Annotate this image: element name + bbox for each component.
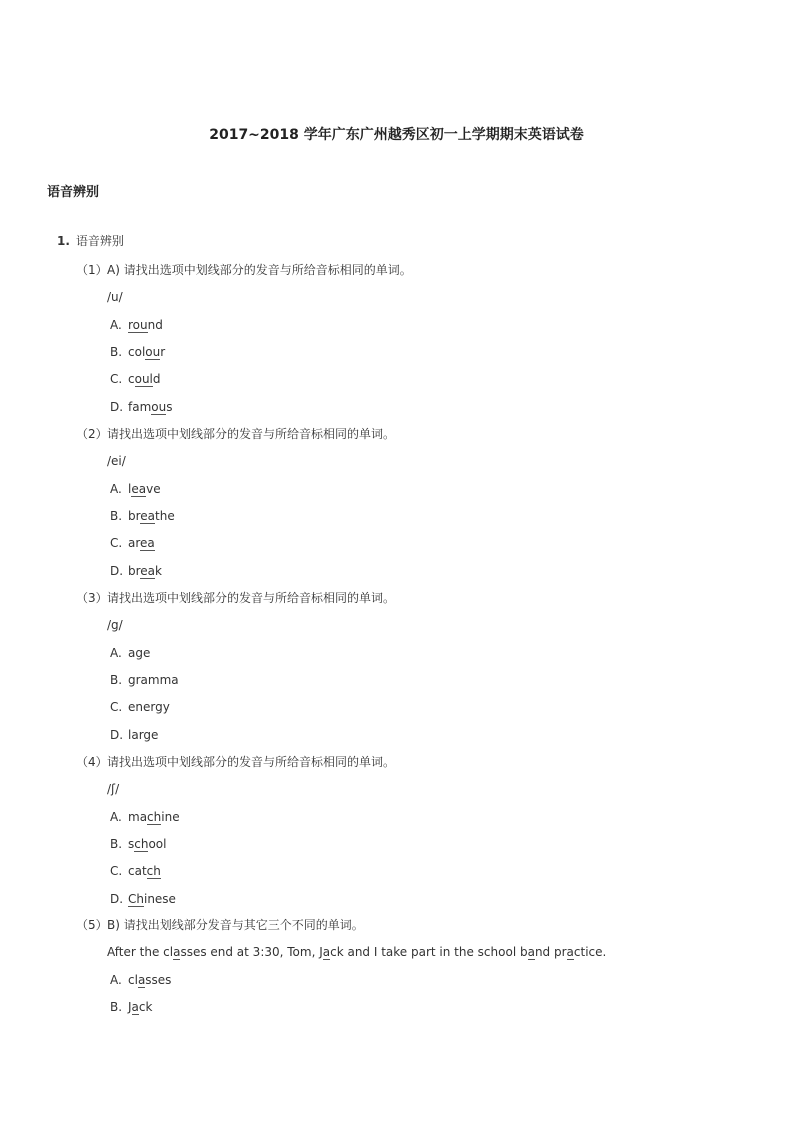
underlined-part: ch bbox=[147, 810, 162, 824]
option-letter: C. bbox=[110, 700, 123, 714]
option-c[interactable] bbox=[110, 864, 161, 878]
sub-question-instruction: 请找出选项中划线部分的发音与所给音标相同的单词。 bbox=[107, 755, 396, 769]
sentence-text bbox=[107, 945, 606, 959]
option-a[interactable] bbox=[110, 646, 150, 660]
option-letter: B. bbox=[110, 345, 123, 359]
word-part: s bbox=[128, 837, 135, 851]
underlined-part: a bbox=[137, 973, 146, 987]
underlined-part: ou bbox=[151, 400, 167, 414]
question-heading bbox=[57, 234, 124, 248]
word-part: ck bbox=[138, 1000, 153, 1014]
option-d[interactable] bbox=[110, 892, 176, 906]
underlined-part: ch bbox=[134, 837, 149, 851]
option-letter: D. bbox=[110, 892, 124, 906]
word-part: ool bbox=[148, 837, 167, 851]
underlined-part: ch bbox=[146, 864, 161, 878]
word-part: ve bbox=[146, 482, 161, 496]
underlined-part: a bbox=[527, 945, 535, 959]
word-part: nd pr bbox=[534, 945, 567, 959]
sub-question-instruction: 请找出选项中划线部分的发音与所给音标相同的单词。 bbox=[107, 427, 396, 441]
option-a[interactable] bbox=[110, 482, 161, 496]
word-part: l bbox=[128, 482, 132, 496]
underlined-part: ea bbox=[140, 536, 155, 550]
underlined-part: ea bbox=[131, 482, 147, 496]
underlined-part: oul bbox=[134, 372, 153, 386]
option-letter: C. bbox=[110, 864, 123, 878]
question-label: 语音辨别 bbox=[75, 234, 124, 248]
phonetic-symbol: /ei/ bbox=[107, 454, 126, 468]
option-b[interactable] bbox=[110, 837, 167, 851]
sub-question-instruction: A) 请找出选项中划线部分的发音与所给音标相同的单词。 bbox=[107, 263, 412, 277]
section-heading: 语音辨别 bbox=[47, 185, 100, 200]
word-part: cl bbox=[128, 973, 138, 987]
underlined-part: ea bbox=[140, 564, 156, 578]
option-d[interactable] bbox=[110, 400, 173, 414]
page-title: 2017~2018 学年广东广州越秀区初一上学期期末英语试卷 bbox=[209, 127, 584, 143]
word-part: fam bbox=[128, 400, 152, 414]
word-part: c bbox=[128, 372, 135, 386]
sub-question-instruction: B) 请找出划线部分发音与其它三个不同的单词。 bbox=[107, 918, 364, 932]
word-part: k bbox=[155, 564, 162, 578]
underlined-part: Ch bbox=[128, 892, 144, 906]
option-c[interactable] bbox=[110, 536, 155, 550]
option-c[interactable] bbox=[110, 700, 170, 714]
word-part: ine bbox=[161, 810, 180, 824]
phonetic-symbol: /ʃ/ bbox=[107, 782, 120, 796]
option-letter: B. bbox=[110, 509, 123, 523]
word-part: col bbox=[128, 345, 146, 359]
option-b[interactable] bbox=[110, 509, 175, 523]
option-letter: A. bbox=[110, 810, 122, 824]
option-letter: D. bbox=[110, 728, 124, 742]
option-b[interactable] bbox=[110, 673, 179, 687]
word-part: ar bbox=[128, 536, 141, 550]
underlined-part: a bbox=[131, 1000, 139, 1014]
phonetic-symbol: /u/ bbox=[107, 290, 123, 304]
option-a[interactable] bbox=[110, 973, 171, 987]
word-part: energy bbox=[128, 700, 170, 714]
sub-question-number: （3） bbox=[76, 591, 108, 605]
sub-question-number: （5） bbox=[76, 918, 108, 932]
option-letter: B. bbox=[110, 673, 123, 687]
word-part: s bbox=[166, 400, 173, 414]
option-letter: D. bbox=[110, 564, 124, 578]
word-part: ck and I take part in the school b bbox=[330, 945, 528, 959]
option-letter: A. bbox=[110, 646, 122, 660]
underlined-part: a bbox=[322, 945, 331, 959]
option-b[interactable] bbox=[110, 1000, 152, 1014]
sub-question-number: （2） bbox=[76, 427, 108, 441]
option-letter: C. bbox=[110, 372, 123, 386]
sub-question-instruction: 请找出选项中划线部分的发音与所给音标相同的单词。 bbox=[107, 591, 396, 605]
option-letter: B. bbox=[110, 837, 123, 851]
option-d[interactable] bbox=[110, 564, 162, 578]
phonetic-symbol: /g/ bbox=[107, 618, 123, 632]
option-letter: A. bbox=[110, 318, 122, 332]
option-letter: A. bbox=[110, 973, 122, 987]
word-part: r bbox=[160, 345, 166, 359]
option-letter: D. bbox=[110, 400, 124, 414]
option-letter: C. bbox=[110, 536, 123, 550]
option-d[interactable] bbox=[110, 728, 158, 742]
word-part: ma bbox=[128, 810, 148, 824]
word-part: sses end at 3:30, Tom, J bbox=[180, 945, 323, 959]
sub-question-number: （1） bbox=[76, 263, 108, 277]
word-part: gramma bbox=[128, 673, 179, 687]
word-part: d bbox=[152, 372, 161, 386]
question-number: 1. bbox=[57, 234, 70, 248]
word-part: br bbox=[128, 509, 141, 523]
option-a[interactable] bbox=[110, 810, 180, 824]
word-part: the bbox=[155, 509, 175, 523]
option-letter: A. bbox=[110, 482, 122, 496]
option-letter: B. bbox=[110, 1000, 123, 1014]
word-part: age bbox=[128, 646, 151, 660]
word-part: inese bbox=[143, 892, 176, 906]
word-part: large bbox=[128, 728, 159, 742]
option-c[interactable] bbox=[110, 372, 161, 386]
underlined-part: ea bbox=[140, 509, 156, 523]
sub-question-number: （4） bbox=[76, 755, 108, 769]
word-part: sses bbox=[145, 973, 172, 987]
option-b[interactable] bbox=[110, 345, 165, 359]
word-part: After the cl bbox=[107, 945, 174, 959]
word-part: nd bbox=[147, 318, 163, 332]
word-part: cat bbox=[128, 864, 147, 878]
option-a[interactable] bbox=[110, 318, 163, 332]
underlined-part: rou bbox=[128, 318, 148, 332]
underlined-part: ou bbox=[145, 345, 161, 359]
underlined-part: a bbox=[173, 945, 181, 959]
word-part: br bbox=[128, 564, 141, 578]
word-part: J bbox=[128, 1000, 132, 1014]
underlined-part: a bbox=[566, 945, 574, 959]
word-part: ctice. bbox=[573, 945, 607, 959]
